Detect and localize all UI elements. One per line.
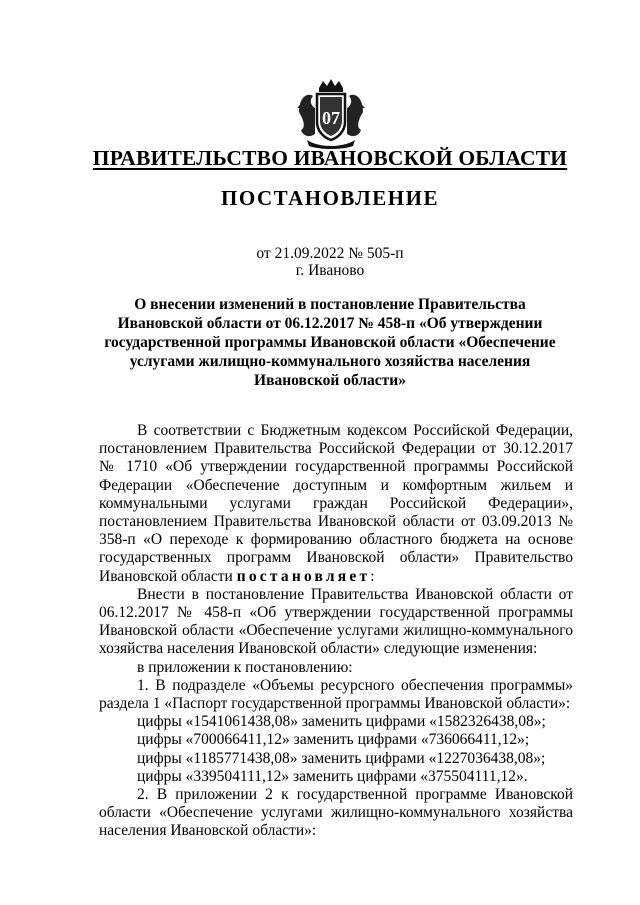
svg-text:07: 07 — [322, 108, 340, 128]
body-paragraph: цифры «1541061438,08» заменить цифрами «1582326438,08»; — [137, 713, 546, 731]
subject-line: Ивановской области от 06.12.2017 № 458-п «Об утверждении — [117, 315, 543, 332]
document-subject — [100, 295, 560, 390]
document-body — [99, 422, 573, 841]
coat-of-arms-icon — [293, 78, 369, 150]
date-number: от 21.09.2022 № 505-п — [256, 245, 404, 262]
body-paragraph: 2. В приложении 2 к государственной программе Ивановской области «Обеспечение услугами жилищно-коммунального хозяйства населения Ивановской области»: — [99, 786, 573, 840]
preamble-paragraph: В соответствии с Бюджетным кодексом Российской Федерации, постановлением Правительства Российской Федерации от 30.12.2017 № 1710 «Об утверждении государственной программы Российской Федерации «Обеспечение доступным и комфортным жильем и коммунальными услугами граждан Российской Федерации», постановлением Правительства Ивановской области от 03.09.2013 № 358-п «О переходе к формированию областного бюджета на основе государственных программ Ивановской области» Правительство Ивановской области постановляет: — [99, 422, 573, 585]
government-title: ПРАВИТЕЛЬСТВО ИВАНОВСКОЙ ОБЛАСТИ — [92, 146, 568, 170]
body-paragraph: Внести в постановление Правительства Ивановской области от 06.12.2017 № 458-п «Об утверждении государственной программы Ивановской области «Обеспечение услугами жилищно-коммунального хозяйства населения Ивановской области» следующие изменения: — [99, 585, 573, 658]
body-paragraph: 1. В подразделе «Объемы ресурсного обеспечения программы» раздела 1 «Паспорт государственной программы Ивановской области»: — [99, 676, 573, 713]
subject-line: услугами жилищно-коммунального хозяйства населения — [129, 353, 531, 370]
city: г. Иваново — [295, 262, 365, 279]
document-type: ПОСТАНОВЛЕНИЕ — [221, 186, 439, 210]
subject-line: О внесении изменений в постановление Правительства — [134, 296, 526, 313]
subject-line: Ивановской области» — [254, 372, 406, 389]
body-paragraph: цифры «700066411,12» заменить цифрами «736066411,12»; — [137, 731, 530, 749]
body-paragraph: цифры «1185771438,08» заменить цифрами «1227036438,08»; — [137, 749, 546, 767]
body-paragraph: цифры «339504111,12» заменить цифрами «375504111,12». — [137, 767, 528, 785]
resolves-word: постановляет — [236, 567, 371, 585]
body-paragraph: в приложении к постановлению: — [137, 658, 353, 676]
preamble-text: В соответствии с Бюджетным кодексом Российской Федерации, постановлением Правительства Российской Федерации от 30.12.2017 № 1710 «Об утверждении государственной программы Российской Федерации «Обеспечение доступным и комфортным жильем и коммунальными услугами граждан Российской Федерации», постановлением Правительства Ивановской области от 03.09.2013 № 358-п «О переходе к формированию областного бюджета на основе государственных программ Ивановской области» Правительство Ивановской области — [99, 422, 573, 585]
subject-line: государственной программы Ивановской области «Обеспечение — [104, 334, 556, 351]
